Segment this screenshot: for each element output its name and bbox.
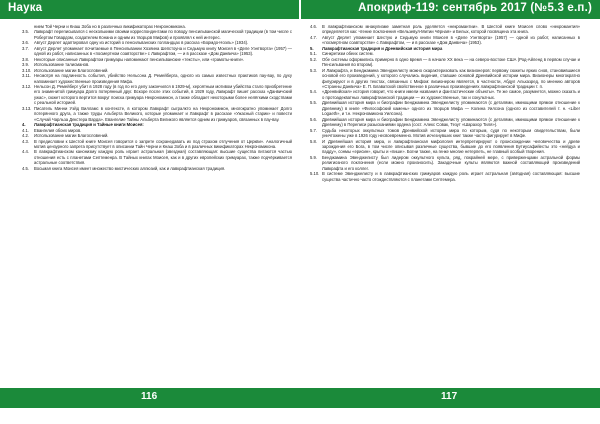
item-text: Нельсон Д. Ремейберг убит в 1928 году (в год по его делу закончился в 1929-м), хероятным мотивом убийства стало приобретение его знаменитой гримуара Долго потерянный друг. Вскоре после этих событий, в 1929 году, Лавкрафт пишет рассказ «Данвичский ужас», сюжет которого вертится вокруг поиска гримуара Некрономикон, а также обладает некоторыми более нелёгкими сходствами с реальной историей. — [34, 83, 292, 106]
list-item — [22, 106, 292, 122]
item-text: В системе Эвенджелисту и в лавкрафтианских гримуаров каждую роль играет астральная (звёздная) составляющая: высшие существа частично часто отождествляются с планетами Септемера. — [322, 171, 580, 182]
list-item — [22, 139, 292, 150]
list-item — [22, 46, 292, 57]
list-item — [310, 24, 580, 35]
item-number: 3.10. — [22, 67, 32, 73]
list-item — [310, 155, 580, 171]
page-divider — [299, 0, 301, 19]
item-text: В лавкрафтианском мнакулизме заметная роль уделяется «некромантии». В Шестой книге Моисея слово «некромантия» определяется как: чтение поклонения «Вельзевул-Митии Чёрная» и Белых, которой посвящена эта книга. — [322, 24, 580, 35]
item-text: Несмотря на подлинность события, убийство Нельсона Д. Ремейберга, одного из самых известных практиков пау-вау, по духу напоминает художественные произведения Мифа. — [34, 73, 292, 84]
item-text: Древнийшая история мира и биографии Бенджамина Эвенджелисту упоминаются (с деталями, имеющими прямое отношение к Древнему) в книге «Философский камень» одного из творцов Мифа — Колина Уилсона (одного из составителей т. н. «Liber Logaeth», и т.н. Некрономикона Уилсона). — [322, 100, 580, 117]
item-number: 3.8. — [22, 56, 29, 62]
item-text: Писатель Минни Уэйд Вилламс в контексте, в котором Лавкрафт сыгралкто на Некрономикон, многократно упоминает Долго потерянного друга, а также труды Альберта Великого, которые упоминает и Лавкрафт в рассказе «Ужасный старик» и повести «Случай Чарльза Декстера Варда». Евангелие Тайны Альберта Великого является одним из гримуаров, связанных в пау-вау. — [34, 105, 292, 122]
item-number: 4.3. — [22, 138, 29, 144]
item-text: Синкретизм обеих систем. — [322, 51, 374, 57]
item-number: 5.6. — [310, 116, 317, 122]
item-text: Некоторые описанные Лавкрафтом гримуары напоминают пенсильванские «тексты», или «грамоты-книги». — [34, 56, 245, 62]
item-text: И Лавкрафта, и Бенджамина Эвенджелисту можно охарактеризовать как визионеров: первому сюжеты ярких снов, становившиеся основой его произведений, у которого случались видения, ставшие основой Дренвийской истории мира. Визионеры многократно фигурируют и в других текстах, связанных с Мифом: визионером является, в частности, Абдул Альхазред, по мнению авторов «Странны Данвича» Е. П. Блаватской свойственное в различных произведениях лавкрафтианской традиции т. п. — [322, 67, 580, 89]
item-text: Лавкрафтианская традиция и Дренвийская история мира — [322, 45, 443, 51]
item-text: Использование магии Благословений. — [34, 133, 109, 139]
left-page-number: 116 — [141, 391, 158, 402]
item-number: 4. — [22, 122, 26, 128]
item-number: 4.7. — [310, 34, 317, 40]
list-item — [310, 171, 580, 182]
item-text: Август Дерлет упоминает почитаемые в Пенсильвании Хозяина Шепстоуна и Седьмую книгу Моисея в «Деле Уэнтворта» (1957) — одной из работ, написанных в «посмертном соавторстве» с Лавкрафтом, — и в рассказе «Дом Данвича» (1953). — [34, 45, 292, 57]
list-item — [310, 68, 580, 90]
item-number: 4.6. — [310, 24, 317, 29]
item-text: Судьба некоторых оккультных томов Дренвийской истории мира по которым, судя по некоторым свидетельствам, были уничтожены уже в 1926 году несвоевременно. Мотив исчезнувших книг также часто фигурирует в Мифе. — [322, 127, 580, 139]
item-number: 3.5. — [22, 29, 29, 35]
item-number: 3.13. — [22, 105, 32, 111]
item-number: 4.2. — [22, 133, 29, 139]
item-text: Использование магии Благословений. — [34, 67, 109, 73]
item-number: 5.5. — [310, 100, 317, 106]
item-number: 5.4. — [310, 89, 317, 95]
item-text: И Древнейшая история мира, и лавкрафтианская мифология интерпретирируют о происхождении человечества и древе зарождения его Бога, в том числе описывая различные существа, бывшие до его появления Бутиусафийесты это «нейдуа и падду», сонмы «ерисин», крыты и «пише». Богни также, на генке многие нетерпеть, не главный особый творения. — [322, 138, 580, 155]
right-page-number: 117 — [441, 391, 458, 402]
item-number: 5.7. — [310, 127, 317, 133]
item-number: 5. — [310, 45, 314, 51]
item-text: Лавкрафтианская традиция и Тайные книги Моисея: — [34, 122, 144, 128]
item-number: 3.12. — [22, 83, 32, 89]
list-item — [310, 139, 580, 155]
item-text: В лавкрафтианском канонизму каждую роль играет астральная (звездная) составляющая: высшие существа питаются частью отношения есть с планетами Септеменра. В Тайных книгах Моисея, как и в других европейских гримуарах, также подчёркивается астральные соответствия. — [34, 149, 292, 166]
item-text: Восьмая книга Моисея имеет множество мистических аллюзий, как и лавкрафтианская традиция. — [34, 165, 226, 171]
item-number: 5.1. — [310, 51, 317, 57]
running-header — [0, 0, 600, 19]
item-number: 5.2. — [310, 56, 317, 62]
item-number: 4.4. — [22, 149, 29, 155]
left-page-text — [22, 24, 292, 382]
item-number: 5.9. — [310, 154, 317, 160]
item-number: 4.5. — [22, 165, 29, 171]
list-item — [310, 57, 580, 68]
item-number: 3.7. — [22, 45, 29, 51]
list-item — [22, 166, 292, 171]
item-text: нием Той Черни и Кнаш Зоба но в различных викификаторах Некрономикона. — [34, 24, 186, 29]
item-text: Бенджамина Эвенджелисту был лидером оккультного культа, ряд, покрайней мере, с приверженцами астральной формы религиозного поклонения (если можно произносить). Закадочные культы являются важной составляющей произведений Лавкрафта и его коллег. — [322, 154, 580, 171]
list-item — [22, 149, 292, 165]
list-item — [310, 35, 580, 46]
issue-title: Апокриф-119: сентябрь 2017 (№5.3 е.п.) — [358, 2, 592, 14]
list-item — [310, 128, 580, 139]
item-text: Лавкрафт переписывался с несколькими своими корреспондентами по поводу пенсильванской магической традиции (в том числе с Робертом Говардом, создателем Конана и одним из творцов Мифов) и проявлял к ней интерес. — [34, 29, 292, 40]
item-text: «Дренвийская» история говорит, что книги имели названия и фантастические объекты». Те же самое, разумеется, можно сказать и о протоадекватных лавкрафтианской традиции — их художественные, так и сокультных. — [322, 89, 580, 100]
item-number: 3.11. — [22, 73, 32, 79]
list-item — [310, 89, 580, 100]
item-text: В предисловии к Шестой книге Моисея говорится о запрете сохранедавать их под страхом отлучения от Церкви». Аналогичный мотив цензурного запрета присутствует в описании Тайн Черни и Кнаш Зоба и в различных викификаторах Некрономикона. — [34, 138, 292, 149]
item-number: 4.1. — [22, 127, 29, 133]
item-text: Использование талисманов. — [34, 62, 90, 68]
item-number: 5.3. — [310, 67, 317, 73]
list-item — [22, 29, 292, 40]
item-text: Август Дерлет упоминает Шестую и Седьмую книги Моисея в «Деле Уэнтворта» (1957) — одной из работ, написанных в «посмертном соавторстве» с Лавкрафтом, — и в рассказе «Дом Данвича» (1953). — [322, 34, 580, 46]
list-item — [310, 117, 580, 128]
list-item — [310, 100, 580, 116]
item-text: Обе системы оформились примерно в одно время — в начале XX века — на северо-востоке США (Род-Айленд в первом случае и Пенсильвания во втором). — [322, 56, 580, 68]
list-item — [22, 73, 292, 84]
item-number: 5.8. — [310, 138, 317, 144]
item-text: Древнийшая история мира и биографии Бенджамина Эвенджелисту упоминаются (с деталями, имеющими прямое отношение к Древнему) в Переписи разысканиями ордена (сост. Алекс Совак, Тезут «Шарахор Тиля»). — [322, 116, 580, 128]
item-text: Август Дерлет адаптировал одну из историй о пенсильванских голландцах в рассказ «Бормдо-Ноэль» (1934). — [34, 40, 249, 46]
item-text: Евангелия обоих миров. — [34, 127, 82, 133]
list-item — [22, 84, 292, 106]
item-number: 3.9. — [22, 62, 29, 68]
right-page-text — [310, 24, 580, 382]
item-number: 3.6. — [22, 40, 29, 46]
section-title: Наука — [8, 2, 43, 14]
item-number: 5.10. — [310, 171, 320, 177]
